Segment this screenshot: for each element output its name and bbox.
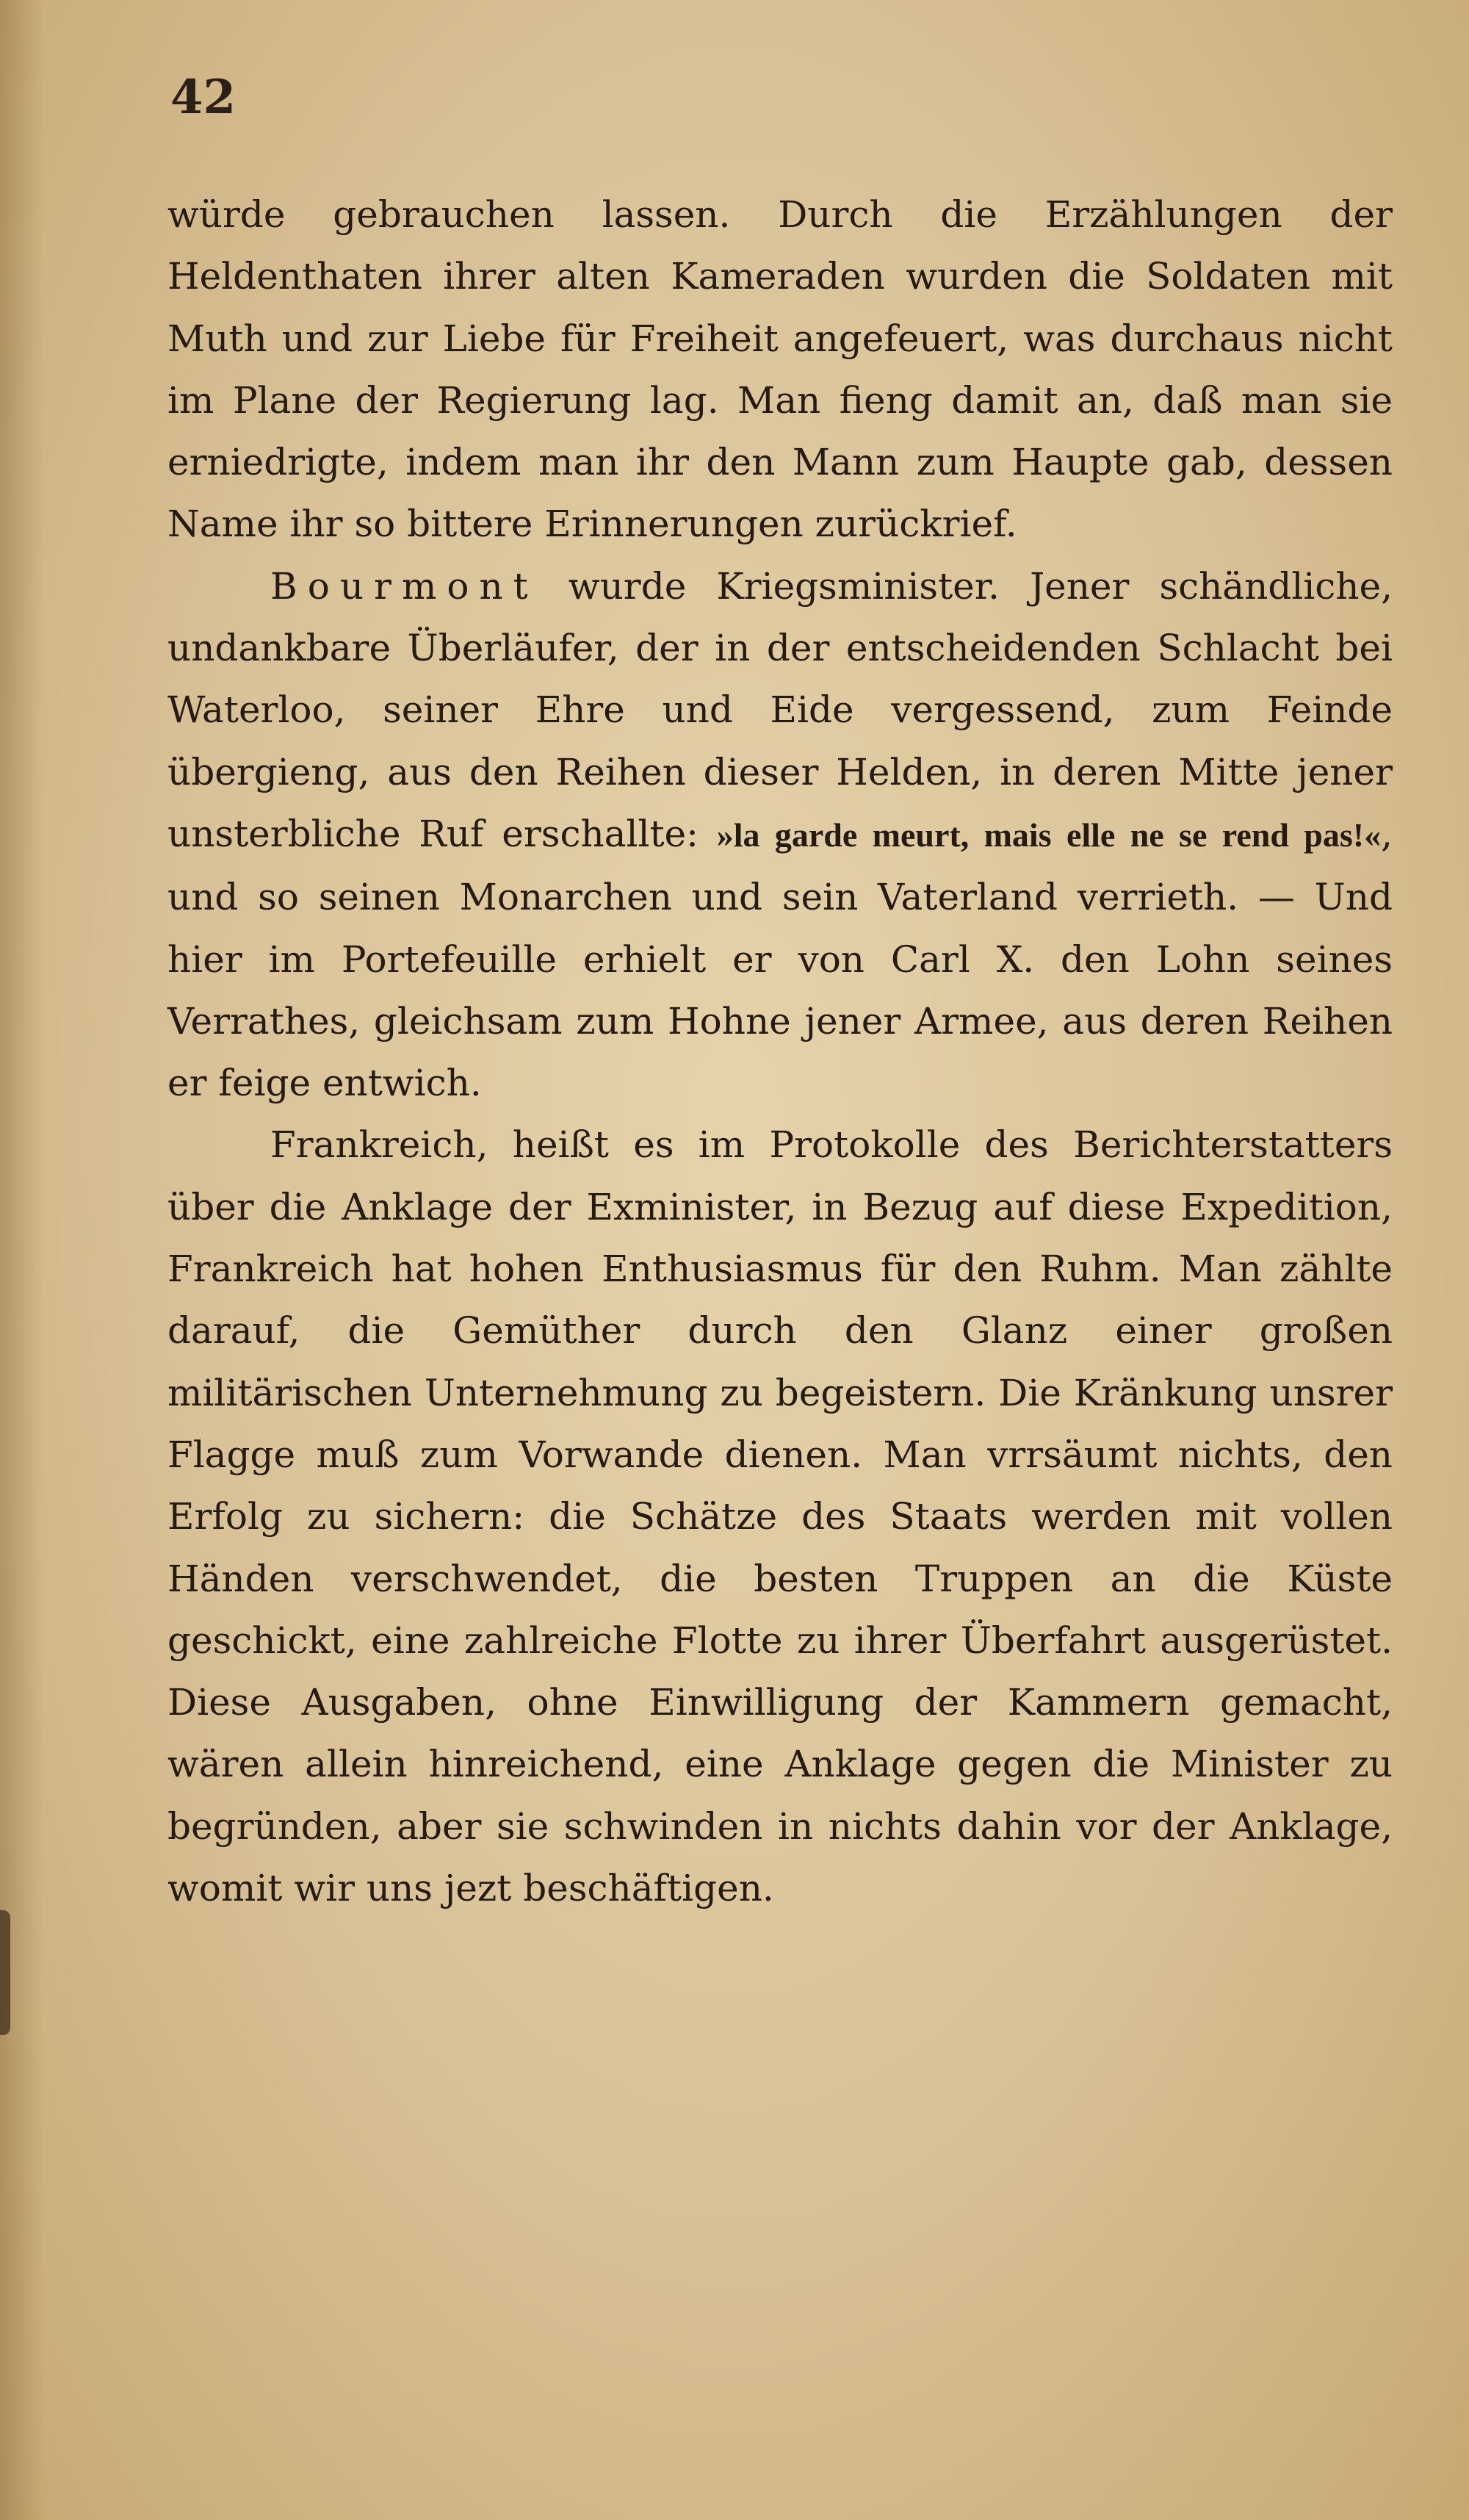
page-number: 42 <box>170 70 237 125</box>
paragraph-2-text-a: wurde Kriegsminister. Jener schändliche, undankbare Überläufer, der in der entscheidenden Schlacht bei Waterloo, seiner Ehre und Eide vergessend, zum Feinde übergieng, aus den Reihen dieser Helden, in deren Mitte jener unsterbliche Ruf erschallte: <box>167 564 1393 855</box>
emphasized-name: Bourmont <box>270 564 538 608</box>
paragraph-2-text-b: , und so seinen Monarchen und sein Vaterland verrieth. — Und hier im Portefeuille erhielt er von Carl X. den Lohn seines Verrathes, gleichsam zum Hohne jener Armee, aus deren Reihen er feige entwich. <box>167 812 1393 1105</box>
paragraph-2 <box>167 555 1393 1115</box>
paragraph-1: würde gebrauchen lassen. Durch die Erzählungen der Heldenthaten ihrer alten Kameraden wurden die Soldaten mit Muth und zur Liebe für Freiheit angefeuert, was durchaus nicht im Plane der Regierung lag. Man fieng damit an, daß man sie erniedrigte, indem man ihr den Mann zum Haupte gab, dessen Name ihr so bittere Erinnerungen zurückrief. <box>167 193 1393 546</box>
body-text <box>167 184 1393 1919</box>
binding-edge-mark <box>0 1910 10 2035</box>
french-quote: »la garde meurt, mais elle ne se rend pas!« <box>716 816 1382 854</box>
paragraph-3: Frankreich, heißt es im Protokolle des Berichterstatters über die Anklage der Exminister, in Bezug auf diese Expedition, Frankreich hat hohen Enthusiasmus für den Ruhm. Man zählte darauf, die Gemüther durch den Glanz einer großen militärischen Unternehmung zu begeistern. Die Kränkung unsrer Flagge muß zum Vorwande dienen. Man vrrsäumt nichts, den Erfolg zu sichern: die Schätze des Staats werden mit vollen Händen verschwendet, die besten Truppen an die Küste geschickt, eine zahlreiche Flotte zu ihrer Überfahrt ausgerüstet. Diese Ausgaben, ohne Einwilligung der Kammern gemacht, wären allein hinreichend, eine Anklage gegen die Minister zu begründen, aber sie schwinden in nichts dahin vor der Anklage, womit wir uns jezt beschäftigen. <box>167 1123 1393 1910</box>
